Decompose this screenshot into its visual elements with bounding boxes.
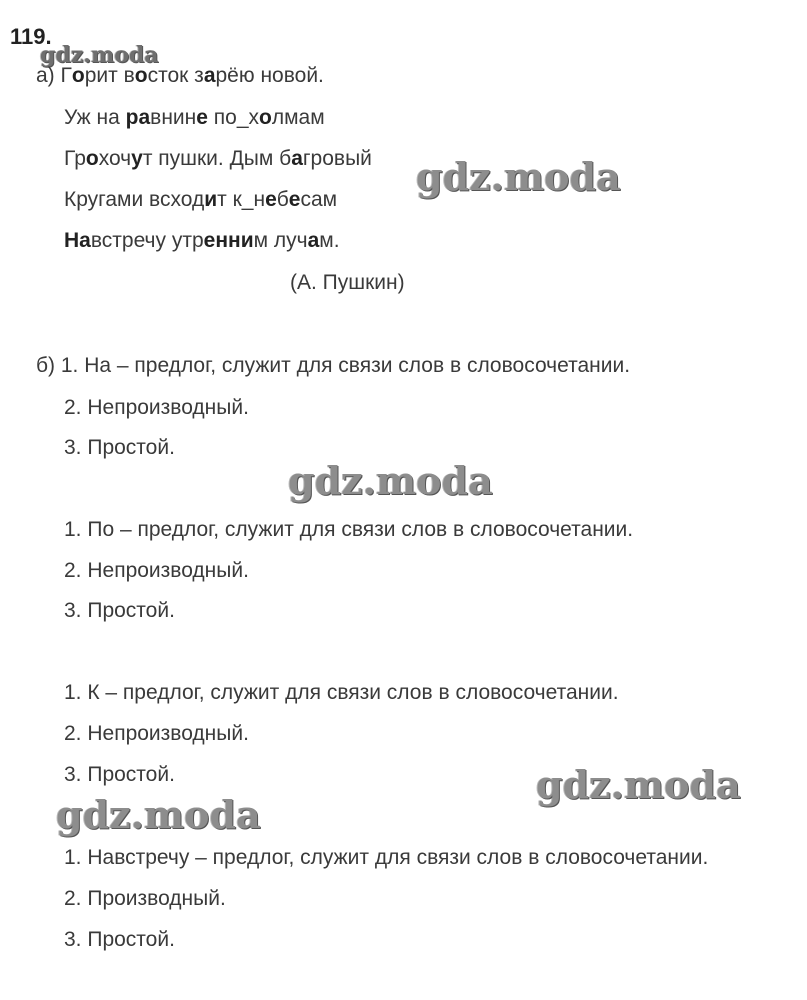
analysis-label: б) [36,354,56,377]
poem-author: (А. Пушкин) [290,271,405,294]
watermark-logo: gdz.moda [56,792,261,837]
analysis-item: 3. Простой. [64,436,175,459]
analysis-item: 1. Навстречу – предлог, служит для связи слов в словосочетании. [64,846,709,869]
poem-line-4: Кругами всходит к_небесам [64,188,338,211]
analysis-item: б) 1. На – предлог, служит для связи слов в словосочетании. [36,354,631,377]
analysis-item: 2. Производный. [64,887,226,910]
analysis-item: 2. Непроизводный. [64,396,249,419]
watermark-logo: gdz.moda [536,762,741,807]
poem-line-3: Грохочут пушки. Дым багровый [64,147,372,170]
poem-line-5: Навстречу утренним лучам. [64,229,340,252]
task-number: 119. [10,24,52,49]
watermark-logo: gdz.moda [40,42,159,68]
analysis-item: 2. Непроизводный. [64,559,249,582]
analysis-item: 1. К – предлог, служит для связи слов в словосочетании. [64,681,619,704]
poem-line-1: а) Горит восток зарёю новой. [36,64,324,87]
analysis-item: 3. Простой. [64,928,175,951]
watermark-logo: gdz.moda [416,154,621,199]
analysis-item: 2. Непроизводный. [64,722,249,745]
poem-line-2: Уж на равнине по_холмам [64,106,325,129]
watermark-logo: gdz.moda [288,458,493,503]
analysis-item: 3. Простой. [64,599,175,622]
analysis-item: 3. Простой. [64,763,175,786]
poem-label: а) [36,64,55,87]
analysis-item: 1. По – предлог, служит для связи слов в словосочетании. [64,518,634,541]
